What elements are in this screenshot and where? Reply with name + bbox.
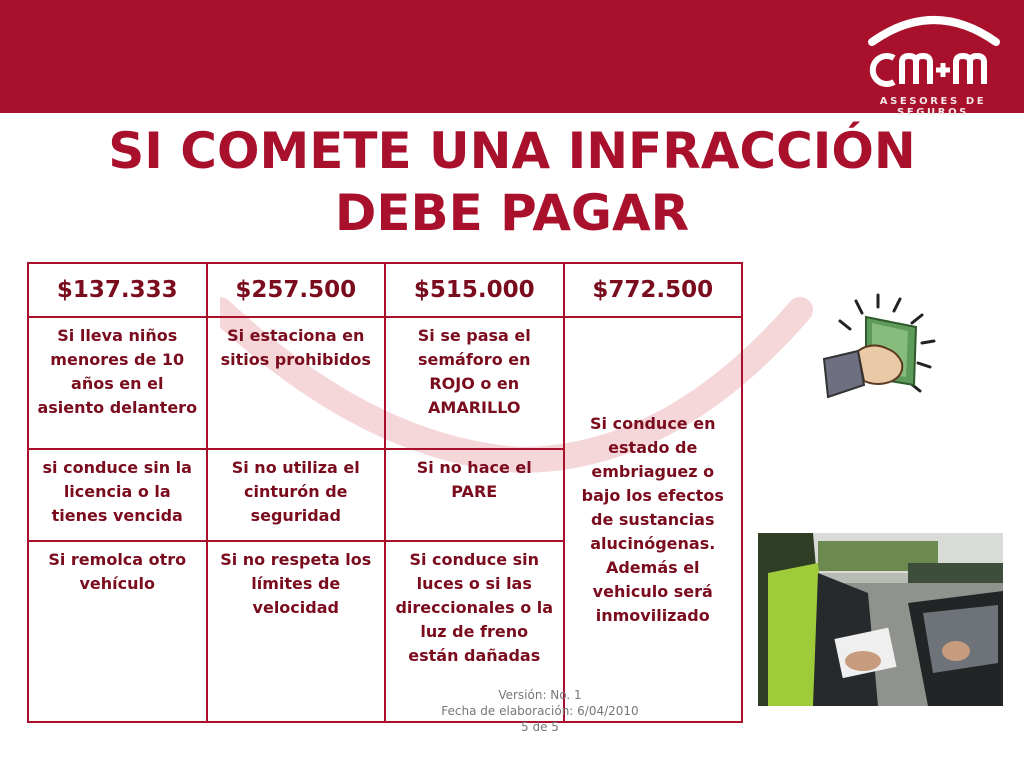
table-cell: Si conduce sin luces o si las direccionales o la luz de freno están dañadas	[385, 541, 564, 722]
table-cell: Si estaciona en sitios prohibidos	[207, 317, 386, 449]
table-header-row	[28, 263, 742, 317]
logo-tagline: ASESORES DE SEGUROS	[879, 96, 987, 118]
date-label: Fecha de elaboración: 6/04/2010	[441, 704, 639, 718]
table-cell: Si no utiliza el cinturón de seguridad	[207, 449, 386, 541]
table-cell: Si no hace el PARE	[385, 449, 564, 541]
table-cell: Si remolca otro vehículo	[28, 541, 207, 722]
traffic-ticket-photo	[758, 533, 1003, 706]
table-row	[28, 317, 742, 449]
fine-amount-3: $515.000	[385, 263, 564, 317]
version-label: Versión: No. 1	[498, 688, 582, 702]
fine-amount-2: $257.500	[207, 263, 386, 317]
table-cell: Si lleva niños menores de 10 años en el asiento delantero	[28, 317, 207, 449]
fine-amount-1: $137.333	[28, 263, 207, 317]
title-line-2: DEBE PAGAR	[334, 184, 690, 242]
page-number: 5 de 5	[521, 720, 559, 734]
page-title	[0, 120, 1024, 244]
cmm-logo-icon	[864, 6, 1004, 92]
table-cell: si conduce sin la licencia o la tienes vencida	[28, 449, 207, 541]
table-cell: Si se pasa el semáforo en ROJO o en AMARILLO	[385, 317, 564, 449]
fine-amount-4: $772.500	[564, 263, 743, 317]
fines-table	[27, 262, 743, 723]
slide-footer	[430, 687, 650, 735]
header-band	[0, 0, 842, 113]
hand-money-icon	[818, 293, 943, 423]
title-line-1: SI COMETE UNA INFRACCIÓN	[108, 122, 916, 180]
drunk-driving-cell: Si conduce en estado de embriaguez o bajo los efectos de sustancias alucinógenas. Además el vehiculo será inmovilizado	[564, 317, 743, 722]
table-cell: Si no respeta los límites de velocidad	[207, 541, 386, 722]
company-logo	[842, 0, 1024, 118]
